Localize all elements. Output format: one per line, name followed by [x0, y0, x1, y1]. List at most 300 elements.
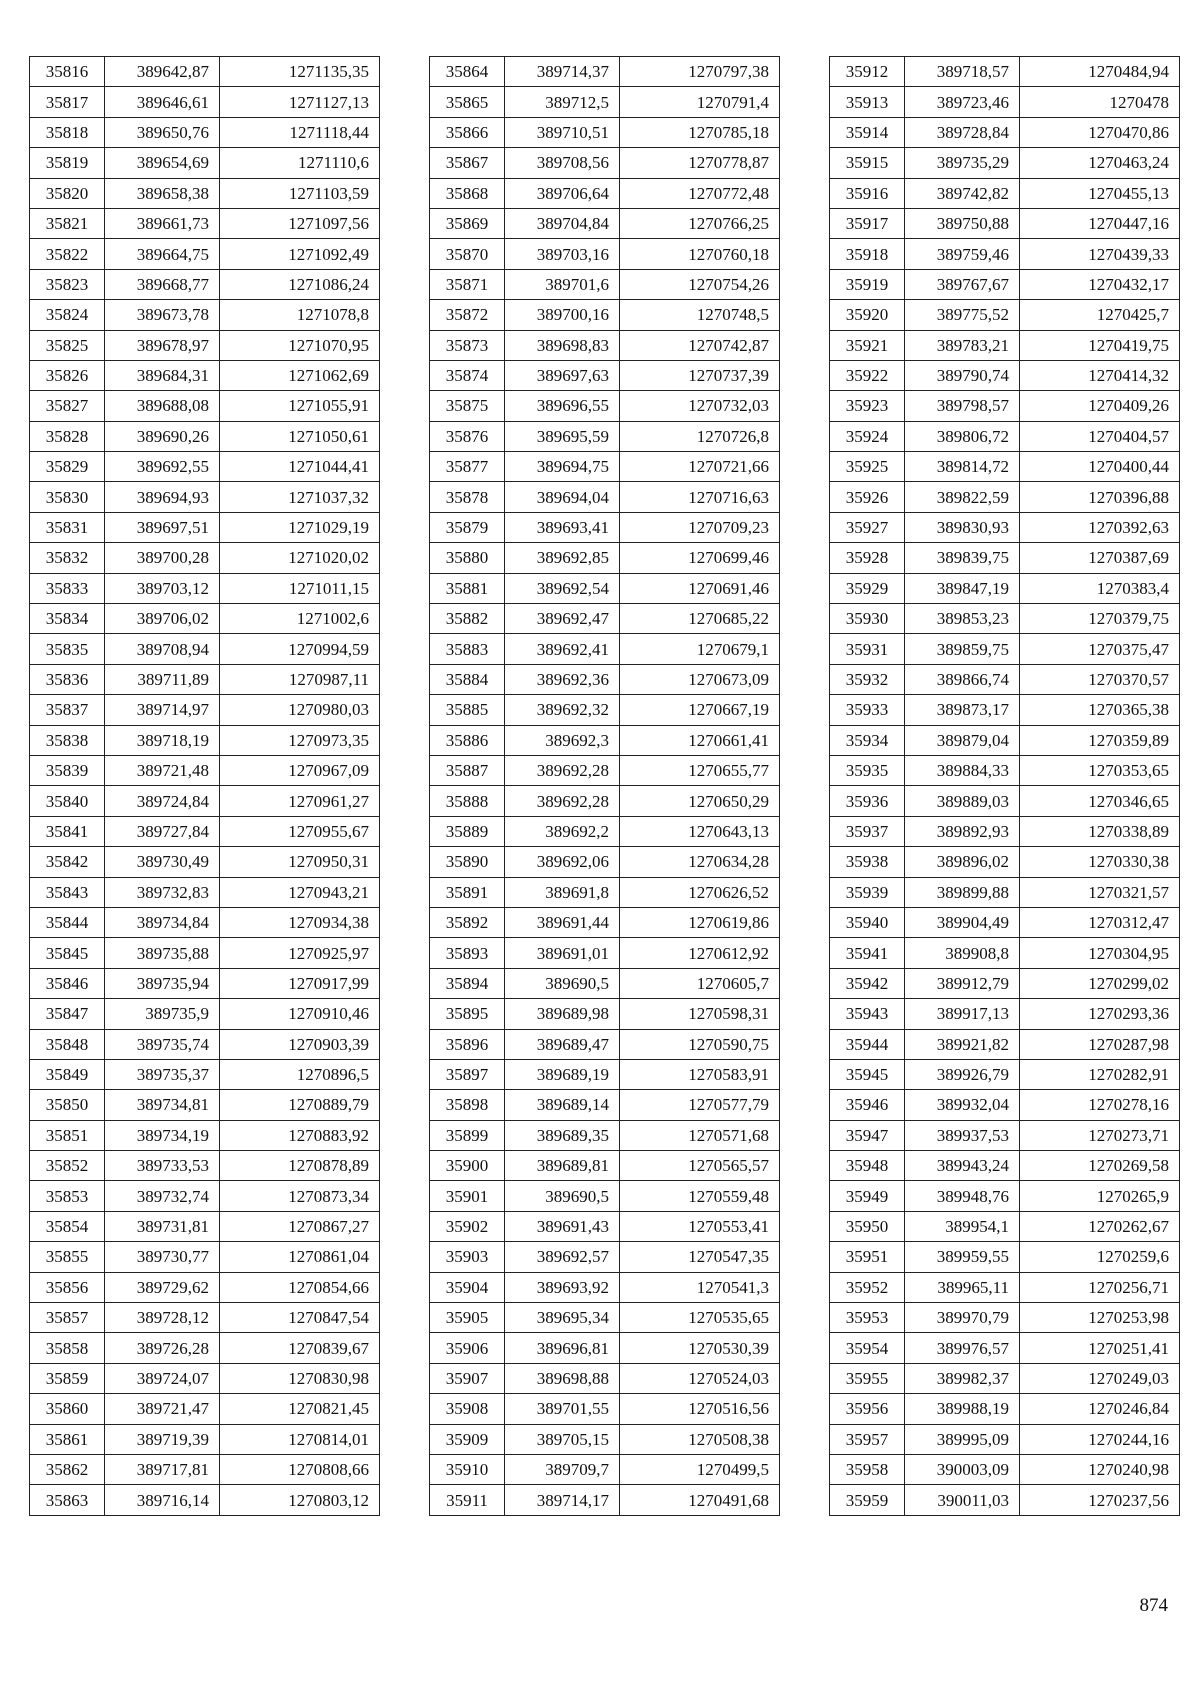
point-number-cell: 35942	[830, 968, 905, 998]
table-row	[430, 87, 780, 117]
x-coordinate-cell: 389692,57	[505, 1242, 620, 1272]
x-coordinate-cell: 389926,79	[905, 1059, 1020, 1089]
x-coordinate-cell: 389735,88	[105, 938, 220, 968]
table-row	[430, 725, 780, 755]
y-coordinate-cell: 1270590,75	[620, 1029, 780, 1059]
point-number-cell: 35841	[30, 816, 105, 846]
y-coordinate-cell: 1270379,75	[1020, 604, 1180, 634]
point-number-cell: 35824	[30, 300, 105, 330]
point-number-cell: 35848	[30, 1029, 105, 1059]
y-coordinate-cell: 1270383,4	[1020, 573, 1180, 603]
x-coordinate-cell: 390011,03	[905, 1485, 1020, 1515]
x-coordinate-cell: 389790,74	[905, 360, 1020, 390]
y-coordinate-cell: 1270447,16	[1020, 208, 1180, 238]
x-coordinate-cell: 389692,36	[505, 664, 620, 694]
y-coordinate-cell: 1270330,38	[1020, 847, 1180, 877]
table-row	[430, 604, 780, 634]
x-coordinate-cell: 389732,74	[105, 1181, 220, 1211]
y-coordinate-cell: 1270282,91	[1020, 1059, 1180, 1089]
y-coordinate-cell: 1270321,57	[1020, 877, 1180, 907]
point-number-cell: 35838	[30, 725, 105, 755]
x-coordinate-cell: 389692,55	[105, 452, 220, 482]
coordinate-table-2	[429, 56, 780, 1516]
point-number-cell: 35877	[430, 452, 505, 482]
x-coordinate-cell: 389692,41	[505, 634, 620, 664]
y-coordinate-cell: 1270262,67	[1020, 1211, 1180, 1241]
y-coordinate-cell: 1270726,8	[620, 421, 780, 451]
point-number-cell: 35881	[430, 573, 505, 603]
x-coordinate-cell: 389689,81	[505, 1151, 620, 1181]
point-number-cell: 35839	[30, 755, 105, 785]
y-coordinate-cell: 1270980,03	[220, 695, 380, 725]
x-coordinate-cell: 389783,21	[905, 330, 1020, 360]
y-coordinate-cell: 1270691,46	[620, 573, 780, 603]
point-number-cell: 35907	[430, 1363, 505, 1393]
table-row	[830, 330, 1180, 360]
table-row	[30, 1454, 380, 1484]
y-coordinate-cell: 1271011,15	[220, 573, 380, 603]
point-number-cell: 35957	[830, 1424, 905, 1454]
table-row	[30, 1151, 380, 1181]
x-coordinate-cell: 389726,28	[105, 1333, 220, 1363]
table-row	[830, 1303, 1180, 1333]
y-coordinate-cell: 1270655,77	[620, 755, 780, 785]
y-coordinate-cell: 1270839,67	[220, 1333, 380, 1363]
x-coordinate-cell: 389709,7	[505, 1454, 620, 1484]
y-coordinate-cell: 1270530,39	[620, 1333, 780, 1363]
y-coordinate-cell: 1270626,52	[620, 877, 780, 907]
point-number-cell: 35910	[430, 1454, 505, 1484]
table-row	[830, 847, 1180, 877]
point-number-cell: 35888	[430, 786, 505, 816]
table-row	[830, 300, 1180, 330]
table-row	[830, 999, 1180, 1029]
x-coordinate-cell: 389866,74	[905, 664, 1020, 694]
table-row	[30, 1272, 380, 1302]
table-row	[30, 1363, 380, 1393]
table-row	[30, 87, 380, 117]
point-number-cell: 35818	[30, 117, 105, 147]
x-coordinate-cell: 389759,46	[905, 239, 1020, 269]
point-number-cell: 35899	[430, 1120, 505, 1150]
table-row	[30, 269, 380, 299]
x-coordinate-cell: 389798,57	[905, 391, 1020, 421]
x-coordinate-cell: 389728,12	[105, 1303, 220, 1333]
point-number-cell: 35860	[30, 1394, 105, 1424]
point-number-cell: 35924	[830, 421, 905, 451]
y-coordinate-cell: 1270716,63	[620, 482, 780, 512]
point-number-cell: 35887	[430, 755, 505, 785]
point-number-cell: 35936	[830, 786, 905, 816]
x-coordinate-cell: 389708,94	[105, 634, 220, 664]
x-coordinate-cell: 389735,9	[105, 999, 220, 1029]
point-number-cell: 35830	[30, 482, 105, 512]
table-row	[430, 816, 780, 846]
point-number-cell: 35934	[830, 725, 905, 755]
table-row	[30, 1120, 380, 1150]
x-coordinate-cell: 389692,47	[505, 604, 620, 634]
y-coordinate-cell: 1270910,46	[220, 999, 380, 1029]
table-row	[830, 391, 1180, 421]
table-row	[830, 1181, 1180, 1211]
x-coordinate-cell: 389718,57	[905, 57, 1020, 87]
table-row	[830, 1485, 1180, 1515]
x-coordinate-cell: 389693,92	[505, 1272, 620, 1302]
y-coordinate-cell: 1270265,9	[1020, 1181, 1180, 1211]
point-number-cell: 35819	[30, 148, 105, 178]
y-coordinate-cell: 1270499,5	[620, 1454, 780, 1484]
point-number-cell: 35911	[430, 1485, 505, 1515]
y-coordinate-cell: 1271086,24	[220, 269, 380, 299]
table-row	[30, 1394, 380, 1424]
table-row	[830, 87, 1180, 117]
point-number-cell: 35908	[430, 1394, 505, 1424]
point-number-cell: 35845	[30, 938, 105, 968]
y-coordinate-cell: 1271029,19	[220, 512, 380, 542]
x-coordinate-cell: 389689,14	[505, 1090, 620, 1120]
y-coordinate-cell: 1270772,48	[620, 178, 780, 208]
point-number-cell: 35917	[830, 208, 905, 238]
x-coordinate-cell: 389692,32	[505, 695, 620, 725]
table-row	[430, 208, 780, 238]
point-number-cell: 35920	[830, 300, 905, 330]
y-coordinate-cell: 1270287,98	[1020, 1029, 1180, 1059]
point-number-cell: 35955	[830, 1363, 905, 1393]
point-number-cell: 35844	[30, 907, 105, 937]
y-coordinate-cell: 1270803,12	[220, 1485, 380, 1515]
table-row	[430, 117, 780, 147]
table-row	[830, 1333, 1180, 1363]
point-number-cell: 35866	[430, 117, 505, 147]
y-coordinate-cell: 1270748,5	[620, 300, 780, 330]
point-number-cell: 35823	[30, 269, 105, 299]
point-number-cell: 35857	[30, 1303, 105, 1333]
x-coordinate-cell: 389908,8	[905, 938, 1020, 968]
table-row	[430, 1059, 780, 1089]
table-row	[830, 1151, 1180, 1181]
table-row	[430, 1333, 780, 1363]
point-number-cell: 35831	[30, 512, 105, 542]
point-number-cell: 35914	[830, 117, 905, 147]
y-coordinate-cell: 1270425,7	[1020, 300, 1180, 330]
table-row	[830, 1211, 1180, 1241]
table-row	[830, 178, 1180, 208]
point-number-cell: 35852	[30, 1151, 105, 1181]
table-row	[30, 604, 380, 634]
x-coordinate-cell: 389690,26	[105, 421, 220, 451]
table-row	[30, 1242, 380, 1272]
table-row	[430, 1120, 780, 1150]
y-coordinate-cell: 1270797,38	[620, 57, 780, 87]
point-number-cell: 35867	[430, 148, 505, 178]
x-coordinate-cell: 389732,83	[105, 877, 220, 907]
y-coordinate-cell: 1270778,87	[620, 148, 780, 178]
point-number-cell: 35925	[830, 452, 905, 482]
point-number-cell: 35959	[830, 1485, 905, 1515]
point-number-cell: 35872	[430, 300, 505, 330]
point-number-cell: 35938	[830, 847, 905, 877]
point-number-cell: 35828	[30, 421, 105, 451]
y-coordinate-cell: 1270955,67	[220, 816, 380, 846]
table-row	[30, 148, 380, 178]
x-coordinate-cell: 389892,93	[905, 816, 1020, 846]
y-coordinate-cell: 1270896,5	[220, 1059, 380, 1089]
y-coordinate-cell: 1270387,69	[1020, 543, 1180, 573]
point-number-cell: 35953	[830, 1303, 905, 1333]
y-coordinate-cell: 1270553,41	[620, 1211, 780, 1241]
point-number-cell: 35879	[430, 512, 505, 542]
point-number-cell: 35882	[430, 604, 505, 634]
table-row	[30, 573, 380, 603]
x-coordinate-cell: 389694,93	[105, 482, 220, 512]
x-coordinate-cell: 389690,5	[505, 1181, 620, 1211]
table-row	[30, 178, 380, 208]
y-coordinate-cell: 1270249,03	[1020, 1363, 1180, 1393]
point-number-cell: 35913	[830, 87, 905, 117]
y-coordinate-cell: 1270861,04	[220, 1242, 380, 1272]
table-row	[430, 1029, 780, 1059]
y-coordinate-cell: 1271135,35	[220, 57, 380, 87]
point-number-cell: 35935	[830, 755, 905, 785]
y-coordinate-cell: 1270994,59	[220, 634, 380, 664]
table-row	[430, 1424, 780, 1454]
table-row	[30, 664, 380, 694]
x-coordinate-cell: 389734,81	[105, 1090, 220, 1120]
y-coordinate-cell: 1270619,86	[620, 907, 780, 937]
y-coordinate-cell: 1270679,1	[620, 634, 780, 664]
table-row	[430, 877, 780, 907]
x-coordinate-cell: 389724,07	[105, 1363, 220, 1393]
point-number-cell: 35871	[430, 269, 505, 299]
x-coordinate-cell: 389706,02	[105, 604, 220, 634]
x-coordinate-cell: 389693,41	[505, 512, 620, 542]
y-coordinate-cell: 1271078,8	[220, 300, 380, 330]
y-coordinate-cell: 1270612,92	[620, 938, 780, 968]
x-coordinate-cell: 389708,56	[505, 148, 620, 178]
y-coordinate-cell: 1270643,13	[620, 816, 780, 846]
table-row	[830, 725, 1180, 755]
point-number-cell: 35874	[430, 360, 505, 390]
y-coordinate-cell: 1270547,35	[620, 1242, 780, 1272]
x-coordinate-cell: 389698,83	[505, 330, 620, 360]
point-number-cell: 35956	[830, 1394, 905, 1424]
x-coordinate-cell: 389689,19	[505, 1059, 620, 1089]
x-coordinate-cell: 389904,49	[905, 907, 1020, 937]
table-row	[30, 755, 380, 785]
table-row	[30, 300, 380, 330]
point-number-cell: 35820	[30, 178, 105, 208]
coordinate-table-1	[29, 56, 380, 1516]
table-row	[430, 938, 780, 968]
point-number-cell: 35927	[830, 512, 905, 542]
table-row	[830, 148, 1180, 178]
table-row	[430, 482, 780, 512]
point-number-cell: 35946	[830, 1090, 905, 1120]
point-number-cell: 35822	[30, 239, 105, 269]
x-coordinate-cell: 389988,19	[905, 1394, 1020, 1424]
x-coordinate-cell: 389948,76	[905, 1181, 1020, 1211]
x-coordinate-cell: 389937,53	[905, 1120, 1020, 1150]
table-row	[30, 391, 380, 421]
point-number-cell: 35843	[30, 877, 105, 907]
point-number-cell: 35834	[30, 604, 105, 634]
point-number-cell: 35915	[830, 148, 905, 178]
table-row	[430, 634, 780, 664]
point-number-cell: 35896	[430, 1029, 505, 1059]
point-number-cell: 35951	[830, 1242, 905, 1272]
x-coordinate-cell: 389696,55	[505, 391, 620, 421]
point-number-cell: 35902	[430, 1211, 505, 1241]
point-number-cell: 35952	[830, 1272, 905, 1302]
point-number-cell: 35849	[30, 1059, 105, 1089]
table-row	[30, 1059, 380, 1089]
x-coordinate-cell: 389689,98	[505, 999, 620, 1029]
y-coordinate-cell: 1270278,16	[1020, 1090, 1180, 1120]
table-row	[30, 360, 380, 390]
table-row	[30, 634, 380, 664]
x-coordinate-cell: 389932,04	[905, 1090, 1020, 1120]
table-row	[30, 57, 380, 87]
table-row	[830, 634, 1180, 664]
y-coordinate-cell: 1270925,97	[220, 938, 380, 968]
table-row	[430, 1303, 780, 1333]
y-coordinate-cell: 1270259,6	[1020, 1242, 1180, 1272]
x-coordinate-cell: 389822,59	[905, 482, 1020, 512]
table-row	[430, 1151, 780, 1181]
table-row	[430, 695, 780, 725]
y-coordinate-cell: 1271062,69	[220, 360, 380, 390]
table-row	[430, 1363, 780, 1393]
x-coordinate-cell: 389692,85	[505, 543, 620, 573]
point-number-cell: 35878	[430, 482, 505, 512]
point-number-cell: 35821	[30, 208, 105, 238]
x-coordinate-cell: 389700,28	[105, 543, 220, 573]
y-coordinate-cell: 1270404,57	[1020, 421, 1180, 451]
point-number-cell: 35859	[30, 1363, 105, 1393]
table-row	[430, 573, 780, 603]
x-coordinate-cell: 389729,62	[105, 1272, 220, 1302]
x-coordinate-cell: 389701,55	[505, 1394, 620, 1424]
y-coordinate-cell: 1270854,66	[220, 1272, 380, 1302]
y-coordinate-cell: 1270760,18	[620, 239, 780, 269]
table-row	[30, 543, 380, 573]
table-row	[30, 1029, 380, 1059]
y-coordinate-cell: 1270392,63	[1020, 512, 1180, 542]
y-coordinate-cell: 1271118,44	[220, 117, 380, 147]
y-coordinate-cell: 1270917,99	[220, 968, 380, 998]
table-row	[30, 786, 380, 816]
x-coordinate-cell: 389642,87	[105, 57, 220, 87]
table-row	[30, 1211, 380, 1241]
y-coordinate-cell: 1270269,58	[1020, 1151, 1180, 1181]
y-coordinate-cell: 1270299,02	[1020, 968, 1180, 998]
table-row	[430, 300, 780, 330]
y-coordinate-cell: 1270396,88	[1020, 482, 1180, 512]
point-number-cell: 35858	[30, 1333, 105, 1363]
y-coordinate-cell: 1270253,98	[1020, 1303, 1180, 1333]
x-coordinate-cell: 389889,03	[905, 786, 1020, 816]
table-row	[30, 1485, 380, 1515]
y-coordinate-cell: 1270785,18	[620, 117, 780, 147]
x-coordinate-cell: 389734,84	[105, 907, 220, 937]
table-row	[830, 968, 1180, 998]
point-number-cell: 35926	[830, 482, 905, 512]
table-row	[430, 543, 780, 573]
table-row	[830, 1454, 1180, 1484]
table-row	[830, 269, 1180, 299]
x-coordinate-cell: 389691,8	[505, 877, 620, 907]
table-row	[430, 57, 780, 87]
table-row	[430, 1485, 780, 1515]
y-coordinate-cell: 1270338,89	[1020, 816, 1180, 846]
point-number-cell: 35930	[830, 604, 905, 634]
y-coordinate-cell: 1270484,94	[1020, 57, 1180, 87]
point-number-cell: 35837	[30, 695, 105, 725]
table-row	[430, 786, 780, 816]
x-coordinate-cell: 389700,16	[505, 300, 620, 330]
x-coordinate-cell: 389965,11	[905, 1272, 1020, 1302]
point-number-cell: 35861	[30, 1424, 105, 1454]
point-number-cell: 35846	[30, 968, 105, 998]
y-coordinate-cell: 1270571,68	[620, 1120, 780, 1150]
table-row	[830, 1059, 1180, 1089]
x-coordinate-cell: 389691,01	[505, 938, 620, 968]
coordinate-table-3	[829, 56, 1180, 1516]
table-row	[830, 421, 1180, 451]
y-coordinate-cell: 1270847,54	[220, 1303, 380, 1333]
y-coordinate-cell: 1271037,32	[220, 482, 380, 512]
x-coordinate-cell: 389692,54	[505, 573, 620, 603]
x-coordinate-cell: 389724,84	[105, 786, 220, 816]
x-coordinate-cell: 389995,09	[905, 1424, 1020, 1454]
point-number-cell: 35949	[830, 1181, 905, 1211]
x-coordinate-cell: 389701,6	[505, 269, 620, 299]
y-coordinate-cell: 1270808,66	[220, 1454, 380, 1484]
x-coordinate-cell: 389712,5	[505, 87, 620, 117]
x-coordinate-cell: 389716,14	[105, 1485, 220, 1515]
point-number-cell: 35928	[830, 543, 905, 573]
table-row	[430, 999, 780, 1029]
table-row	[830, 877, 1180, 907]
point-number-cell: 35880	[430, 543, 505, 573]
x-coordinate-cell: 389943,24	[905, 1151, 1020, 1181]
x-coordinate-cell: 389664,75	[105, 239, 220, 269]
x-coordinate-cell: 389717,81	[105, 1454, 220, 1484]
x-coordinate-cell: 389730,49	[105, 847, 220, 877]
y-coordinate-cell: 1270867,27	[220, 1211, 380, 1241]
x-coordinate-cell: 389673,78	[105, 300, 220, 330]
y-coordinate-cell: 1270987,11	[220, 664, 380, 694]
point-number-cell: 35853	[30, 1181, 105, 1211]
point-number-cell: 35889	[430, 816, 505, 846]
point-number-cell: 35906	[430, 1333, 505, 1363]
table-row	[30, 847, 380, 877]
y-coordinate-cell: 1270732,03	[620, 391, 780, 421]
table-row	[830, 573, 1180, 603]
x-coordinate-cell: 389692,28	[505, 755, 620, 785]
x-coordinate-cell: 389697,51	[105, 512, 220, 542]
y-coordinate-cell: 1270491,68	[620, 1485, 780, 1515]
x-coordinate-cell: 389711,89	[105, 664, 220, 694]
x-coordinate-cell: 389735,74	[105, 1029, 220, 1059]
y-coordinate-cell: 1270455,13	[1020, 178, 1180, 208]
table-row	[830, 482, 1180, 512]
table-row	[30, 330, 380, 360]
point-number-cell: 35832	[30, 543, 105, 573]
y-coordinate-cell: 1270742,87	[620, 330, 780, 360]
x-coordinate-cell: 389954,1	[905, 1211, 1020, 1241]
y-coordinate-cell: 1270791,4	[620, 87, 780, 117]
